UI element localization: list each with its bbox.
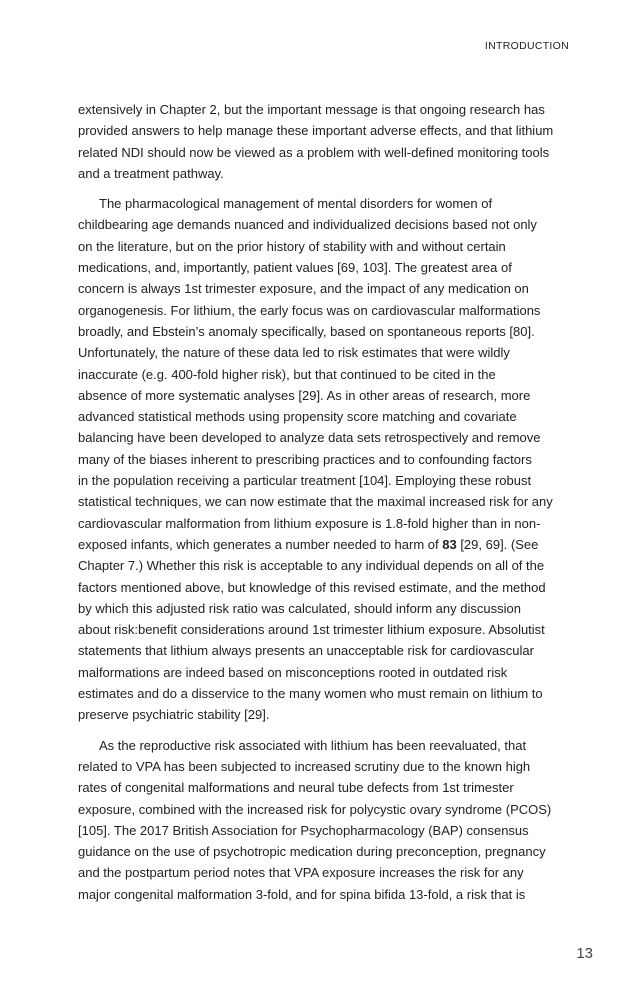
text-line: childbearing age demands nuanced and individualized decisions based not only <box>78 217 537 233</box>
text-line: As the reproductive risk associated with lithium has been reevaluated, that <box>99 737 527 753</box>
paragraph-1 <box>78 99 558 184</box>
text-span: [29, 69]. (See <box>456 536 539 552</box>
paragraph-2 <box>78 193 558 725</box>
text-line: major congenital malformation 3-fold, and for spina bifida 13-fold, a risk that is <box>78 886 526 902</box>
text-line: by which this adjusted risk ratio was calculated, should inform any discussion <box>78 600 521 616</box>
text-line: and a treatment pathway. <box>78 165 224 181</box>
text-line: related NDI should now be viewed as a problem with well-defined monitoring tools <box>78 144 550 160</box>
text-line: concern is always 1st trimester exposure, and the impact of any medication on <box>78 281 529 297</box>
text-line: The pharmacological management of mental disorders for women of <box>99 196 493 212</box>
nnh-value: 83 <box>442 536 457 552</box>
text-line: on the literature, but on the prior history of stability with and without certain <box>78 238 506 254</box>
text-span: exposed infants, which generates a number needed to harm of <box>78 536 443 552</box>
text-line: broadly, and Ebstein’s anomaly specifically, based on spontaneous reports [80]. <box>78 323 535 339</box>
text-line: estimates and do a disservice to the many women who must remain on lithium to <box>78 686 543 702</box>
text-line: statements that lithium always presents an unacceptable risk for cardiovascular <box>78 643 534 659</box>
text-line: and the postpartum period notes that VPA exposure increases the risk for any <box>78 865 524 881</box>
text-line: cardiovascular malformation from lithium exposure is 1.8-fold higher than in non- <box>78 515 541 531</box>
text-line: guidance on the use of psychotropic medication during preconception, pregnancy <box>78 844 546 860</box>
text-line: in the population receiving a particular treatment [104]. Employing these robust <box>78 473 532 489</box>
text-line: factors mentioned above, but knowledge of this revised estimate, and the method <box>78 579 546 595</box>
text-line: Unfortunately, the nature of these data led to risk estimates that were wildly <box>78 345 510 361</box>
text-line: preserve psychiatric stability [29]. <box>78 707 270 723</box>
text-line: provided answers to help manage these important adverse effects, and that lithium <box>78 123 554 139</box>
text-line: balancing have been developed to analyze data sets retrospectively and remove <box>78 430 541 446</box>
text-line: exposure, combined with the increased risk for polycystic ovary syndrome (PCOS) <box>78 801 552 817</box>
running-head: INTRODUCTION <box>484 40 569 52</box>
text-line: statistical techniques, we can now estimate that the maximal increased risk for any <box>78 494 553 510</box>
body-text <box>78 99 558 905</box>
text-line: Chapter 7.) Whether this risk is acceptable to any individual depends on all of the <box>78 558 545 574</box>
paragraph-3 <box>78 735 558 905</box>
page-number: 13 <box>576 945 593 962</box>
text-line: [105]. The 2017 British Association for Psychopharmacology (BAP) consensus <box>78 822 529 838</box>
text-line: many of the biases inherent to prescribing practices and to confounding factors <box>78 451 532 467</box>
text-line: about risk:benefit considerations around 1st trimester lithium exposure. Absolutist <box>78 622 545 638</box>
text-line: organogenesis. For lithium, the early focus was on cardiovascular malformations <box>78 302 541 318</box>
text-line: medications, and, importantly, patient values [69, 103]. The greatest area of <box>78 260 512 276</box>
text-line: advanced statistical methods using propensity score matching and covariate <box>78 409 517 425</box>
text-line: absence of more systematic analyses [29]. As in other areas of research, more <box>78 387 531 403</box>
text-line: malformations are indeed based on misconceptions rooted in outdated risk <box>78 664 508 680</box>
text-line: inaccurate (e.g. 400-fold higher risk), but that continued to be cited in the <box>78 366 496 382</box>
text-line-nnh <box>78 534 558 555</box>
text-line: related to VPA has been subjected to increased scrutiny due to the known high <box>78 758 531 774</box>
text-line: extensively in Chapter 2, but the important message is that ongoing research has <box>78 102 545 117</box>
text-line: rates of congenital malformations and neural tube defects from 1st trimester <box>78 780 514 796</box>
